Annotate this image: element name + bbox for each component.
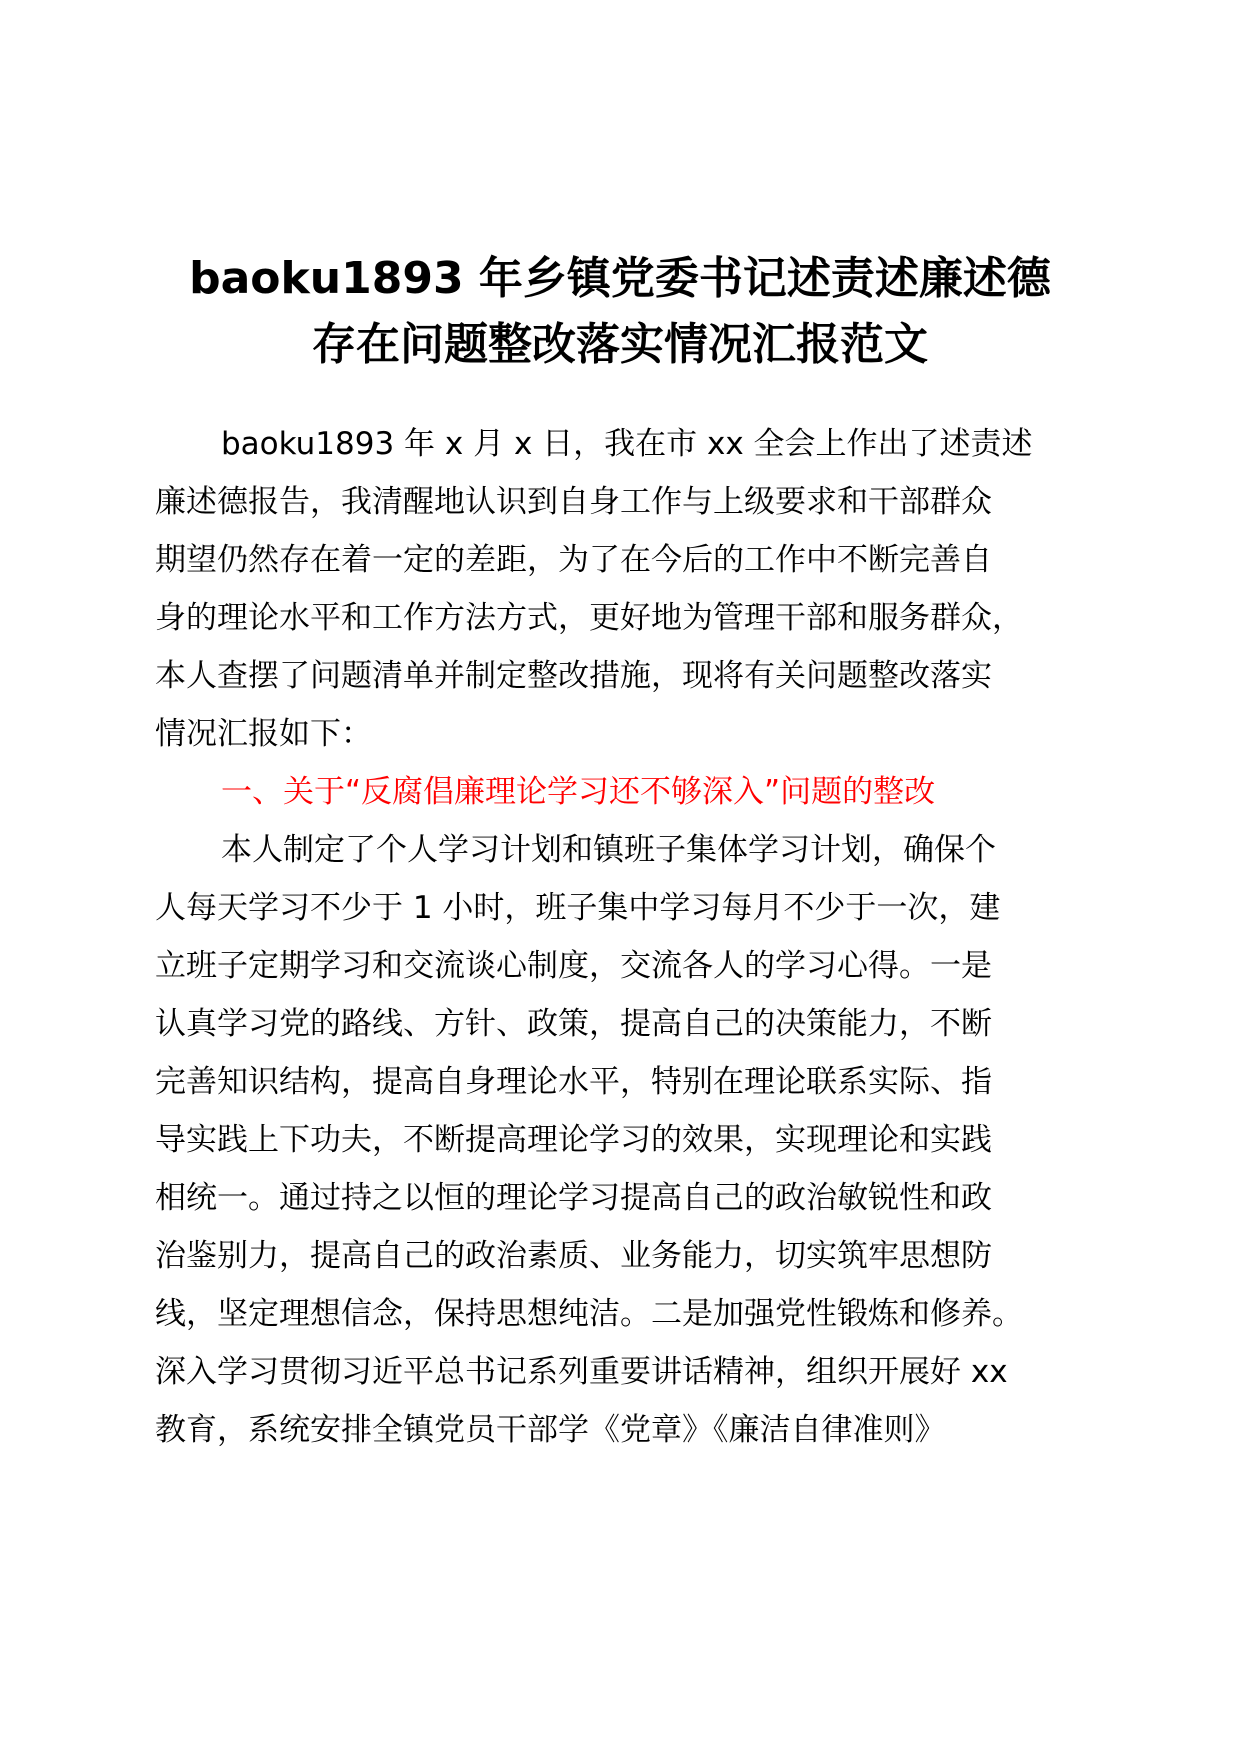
text-line: 本人制定了个人学习计划和镇班子集体学习计划，确保个 [221, 832, 996, 868]
document-body [155, 415, 1115, 1459]
text-line: 教育，系统安排全镇党员干部学《党章》《廉洁自律准则》 [155, 1412, 946, 1448]
text-line: 廉述德报告，我清醒地认识到自身工作与上级要求和干部群众 [155, 484, 992, 520]
document-title [150, 246, 1090, 378]
text-line: 认真学习党的路线、方针、政策，提高自己的决策能力，不断 [155, 1006, 992, 1042]
text-line: 情况汇报如下： [155, 716, 372, 752]
text-line: 相统一。通过持之以恒的理论学习提高自己的政治敏锐性和政 [155, 1180, 992, 1216]
text-line: 治鉴别力，提高自己的政治素质、业务能力，切实筑牢思想防 [155, 1238, 992, 1274]
intro-paragraph [155, 415, 1115, 763]
text-line: 本人查摆了问题清单并制定整改措施，现将有关问题整改落实 [155, 658, 992, 694]
text-line: 立班子定期学习和交流谈心制度，交流各人的学习心得。一是 [155, 948, 992, 984]
text-line: 人每天学习不少于 1 小时，班子集中学习每月不少于一次，建 [155, 890, 1001, 926]
text-line: 导实践上下功夫，不断提高理论学习的效果，实现理论和实践 [155, 1122, 992, 1158]
text-line: 身的理论水平和工作方法方式，更好地为管理干部和服务群众， [155, 600, 1023, 636]
text-line: 完善知识结构，提高自身理论水平，特别在理论联系实际、指 [155, 1064, 992, 1100]
text-line: baoku1893 年 x 月 x 日，我在市 xx 全会上作出了述责述 [221, 426, 1033, 462]
section-1-heading [155, 763, 1115, 821]
section-1-heading-text: 一、关于“反腐倡廉理论学习还不够深入”问题的整改 [221, 774, 936, 810]
text-line: 深入学习贯彻习近平总书记系列重要讲话精神，组织开展好 xx [155, 1354, 1008, 1390]
title-line-2: 存在问题整改落实情况汇报范文 [312, 319, 928, 370]
section-1-paragraph [155, 821, 1115, 1459]
text-line: 期望仍然存在着一定的差距，为了在今后的工作中不断完善自 [155, 542, 992, 578]
text-line: 线，坚定理想信念，保持思想纯洁。二是加强党性锻炼和修养。 [155, 1296, 1023, 1332]
title-line-1: baoku1893 年乡镇党委书记述责述廉述德 [189, 253, 1051, 304]
